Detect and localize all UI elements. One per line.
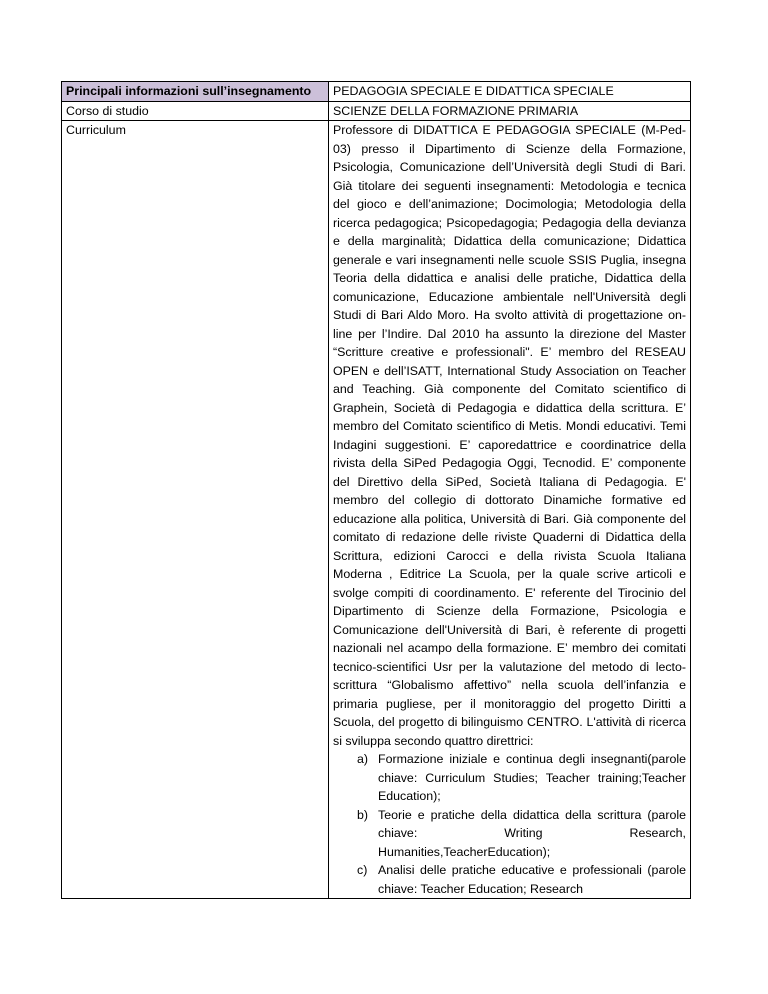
- list-item-text: Analisi delle pratiche educative e professionali (parole chiave: Teacher Education; Research: [378, 863, 686, 896]
- list-item: [333, 750, 686, 806]
- table-row: [62, 82, 691, 102]
- list-marker: b): [357, 807, 369, 822]
- list-marker: a): [357, 752, 369, 766]
- curriculum-cell: [329, 121, 691, 899]
- curriculum-text: Professore di DIDATTICA E PEDAGOGIA SPECIALE (M-Ped-03) presso il Dipartimento di Scienze della Formazione, Psicologia, Comunicazione dell’Università degli Studi di Bari. Già titolare dei seguenti insegnamenti: Metodologia e tecnica del gioco e dell’animazione; Docimologia; Metodologia della ricerca pedagogica; Psicopedagogia; Pedagogia della devianza e della marginalità; Didattica della comunicazione; Didattica generale e vari insegnamenti nelle scuole SSIS Puglia, insegna Teoria della didattica e analisi delle pratiche, Didattica della comunicazione, Educazione ambientale nell'Università degli Studi di Bari Aldo Moro. Ha svolto attività di progettazione on-line per l’Indire. Dal 2010 ha assunto la direzione del Master “Scritture creative e professionali". E’ membro del RESEAU OPEN e dell’ISATT, International Study Association on Teacher and Teaching. Già componente del Comitato scientifico di Graphein, Società di Pedagogia e didattica della scrittura. E’ membro del Comitato scientifico di Metis. Mondi educativi. Temi Indagini suggestioni. E’ caporedattrice e coordinatrice della rivista della SiPed Pedagogia Oggi, Tecnodid. E’ componente del Direttivo della SiPed, Società Italiana di Pedagogia. E' membro del collegio di dottorato Dinamiche formative ed educazione alla politica, Università di Bari. Già componente del comitato di redazione delle riviste Quaderni di Didattica della Scrittura, edizioni Carocci e della rivista Scuola Italiana Moderna , Editrice La Scuola, per la quale scrive articoli e svolge compiti di coordinamento. E' referente del Tirocinio del Dipartimento di Scienze della Formazione, Psicologia e Comunicazione dell'Università di Bari, è referente di progetti nazionali nel acampo della formazione. E’ membro dei comitati tecnico-scientifici Usr per la valutazione del metodo di lecto-scrittura “Globalismo affettivo” nella scuola dell’infanzia e primaria pugliese, per il monitoraggio del progetto Diritti a Scuola, del progetto di bilinguismo CENTRO. L'attività di ricerca si sviluppa secondo quattro direttrici:: [333, 123, 686, 748]
- list-item: [333, 861, 686, 898]
- row-value: SCIENZE DELLA FORMAZIONE PRIMARIA: [329, 101, 691, 121]
- row-label: Principali informazioni sull’insegnamento: [62, 82, 329, 102]
- list-marker: c): [357, 863, 368, 877]
- list-item: [333, 806, 686, 862]
- list-item-text: Formazione iniziale e continua degli insegnanti(parole chiave: Curriculum Studies; Teacher training;Teacher Education);: [378, 752, 686, 803]
- row-label: Curriculum: [62, 121, 329, 899]
- list-item-text: Teorie e pratiche della didattica della scrittura (parole chiave: Writing Research, Humanities,TeacherEducation);: [378, 807, 686, 859]
- table-row: [62, 121, 691, 899]
- course-info-table: [61, 81, 691, 899]
- table-row: [62, 101, 691, 121]
- research-directions-list: [333, 750, 686, 898]
- row-value: PEDAGOGIA SPECIALE E DIDATTICA SPECIALE: [329, 82, 691, 102]
- row-label: Corso di studio: [62, 101, 329, 121]
